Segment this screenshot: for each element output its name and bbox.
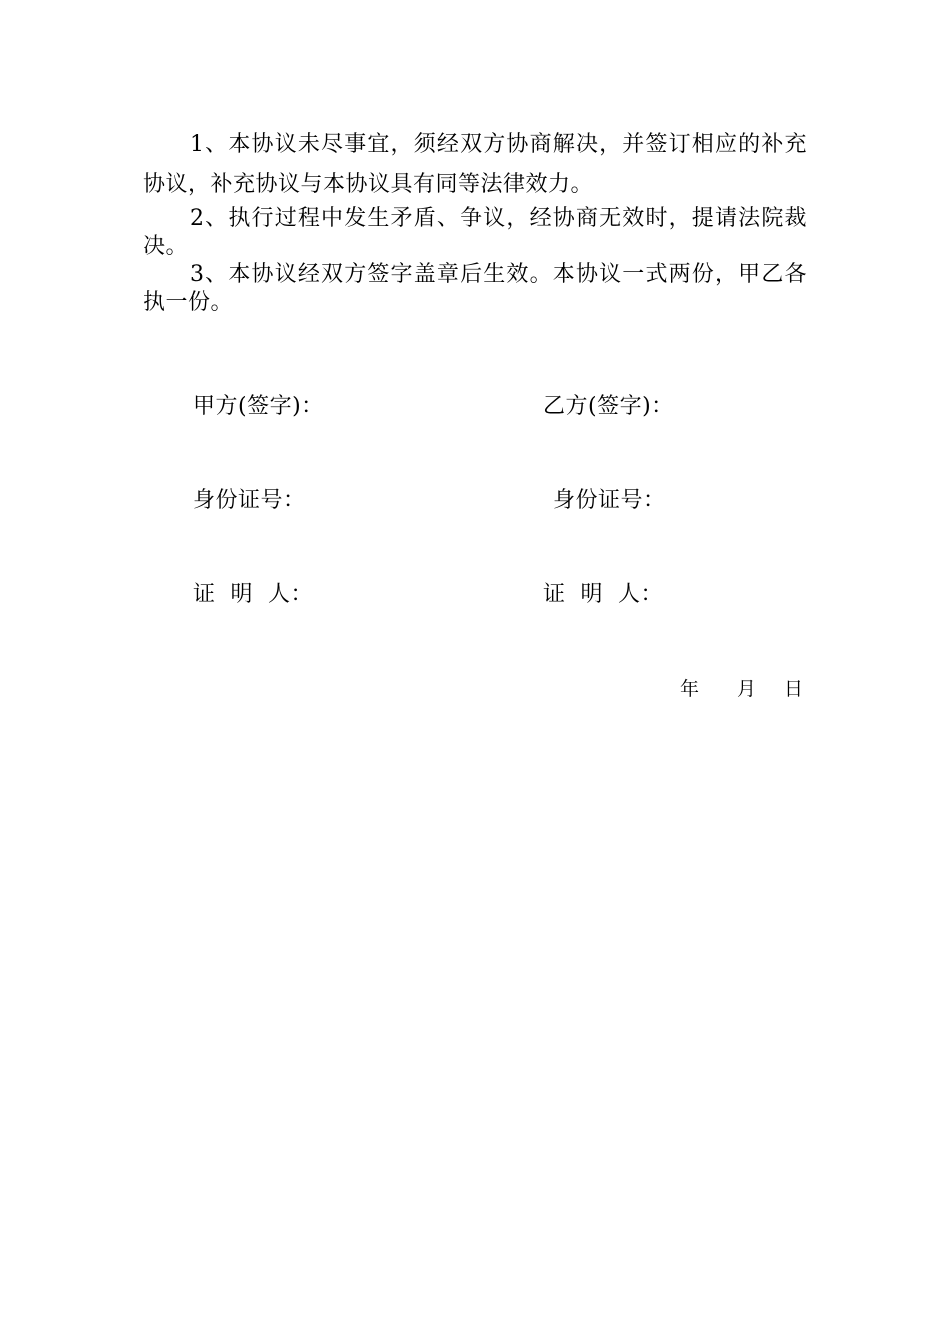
agreement-clauses bbox=[143, 131, 807, 317]
date-month: 月 bbox=[737, 678, 757, 700]
date-day: 日 bbox=[784, 678, 804, 700]
signing-date bbox=[680, 676, 803, 702]
date-year: 年 bbox=[680, 678, 700, 700]
clause-3: 3、本协议经双方签字盖章后生效。本协议一式两份，甲乙各执一份。 bbox=[143, 262, 807, 315]
clause-2: 2、执行过程中发生矛盾、争议，经协商无效时，提请法院裁决。 bbox=[143, 206, 807, 259]
party-b-signature-label: 乙方(签字)： bbox=[543, 394, 674, 419]
party-a-witness-label: 证 明 人： bbox=[193, 582, 313, 607]
party-a-signature-label: 甲方(签字)： bbox=[193, 394, 324, 419]
party-a-id-label: 身份证号： bbox=[193, 488, 306, 513]
party-b-witness-label: 证 明 人： bbox=[543, 582, 663, 607]
clause-1: 1、本协议未尽事宜，须经双方协商解决，并签订相应的补充协议，补充协议与本协议具有同等法律效力。 bbox=[143, 132, 807, 197]
party-b-id-label: 身份证号： bbox=[553, 488, 666, 513]
